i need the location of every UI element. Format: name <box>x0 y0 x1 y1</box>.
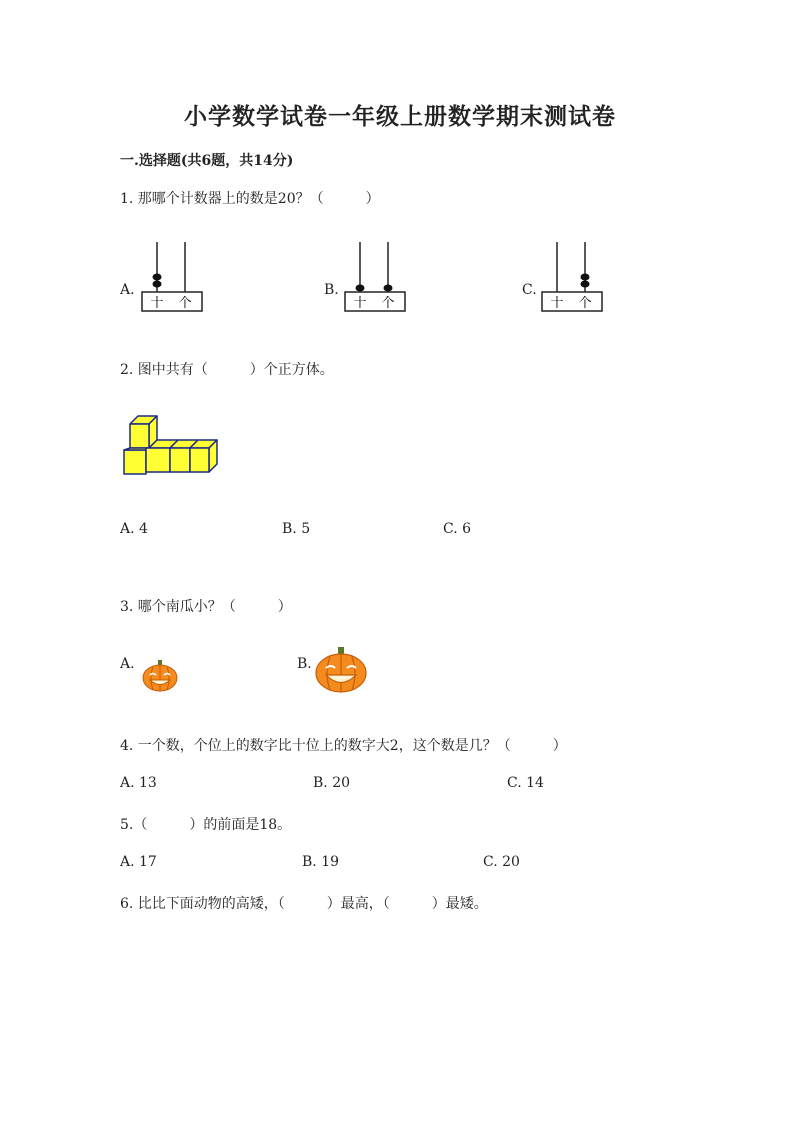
q1-option-a-label[interactable]: A. <box>120 282 135 298</box>
q5-option-a[interactable]: A. 17 <box>120 854 157 870</box>
tens-label: 十 <box>353 296 367 311</box>
section-heading: 一.选择题(共6题，共14分) <box>120 153 294 169</box>
ones-label: 个 <box>578 296 592 311</box>
tens-label: 十 <box>550 296 564 311</box>
q4-option-a[interactable]: A. 13 <box>120 775 157 791</box>
q5-option-c[interactable]: C. 20 <box>483 854 520 870</box>
bead <box>581 281 590 288</box>
cube-stack-figure <box>118 410 224 482</box>
small-pumpkin-icon <box>141 659 179 693</box>
question-4-text: 4. 一个数，个位上的数字比十位上的数字大2，这个数是几？（ ） <box>120 738 567 754</box>
question-2-text: 2. 图中共有（ ）个正方体。 <box>120 362 334 378</box>
page-title: 小学数学试卷一年级上册数学期末测试卷 <box>184 103 616 130</box>
q1-option-b-label[interactable]: B. <box>324 282 339 298</box>
q3-option-b-label[interactable]: B. <box>297 656 312 672</box>
q1-abacus-a <box>140 240 206 314</box>
q2-option-c[interactable]: C. 6 <box>443 521 472 537</box>
q2-option-a[interactable]: A. 4 <box>120 521 148 537</box>
question-6-text: 6. 比比下面动物的高矮，（ ）最高，（ ）最矮。 <box>120 896 488 912</box>
ones-label: 个 <box>178 296 192 311</box>
bead <box>356 285 365 292</box>
tens-label: 十 <box>150 296 164 311</box>
bead <box>153 274 162 281</box>
q5-option-b[interactable]: B. 19 <box>302 854 340 870</box>
cube-front-face <box>130 424 149 448</box>
ones-label: 个 <box>381 296 395 311</box>
question-3-text: 3. 哪个南瓜小？（ ） <box>120 599 292 615</box>
q4-option-b[interactable]: B. 20 <box>313 775 351 791</box>
large-pumpkin-icon <box>314 646 368 694</box>
q1-option-c-label[interactable]: C. <box>522 282 537 298</box>
bead <box>581 274 590 281</box>
q1-abacus-b <box>343 240 409 314</box>
q4-option-c[interactable]: C. 14 <box>507 775 544 791</box>
question-1-text: 1. 那哪个计数器上的数是20？（ ） <box>120 191 380 207</box>
bead <box>384 285 393 292</box>
q3-option-a-label[interactable]: A. <box>120 656 135 672</box>
q2-option-b[interactable]: B. 5 <box>282 521 311 537</box>
q1-abacus-c <box>540 240 606 314</box>
bead <box>153 281 162 288</box>
question-5-text: 5.（ ）的前面是18。 <box>120 817 292 833</box>
